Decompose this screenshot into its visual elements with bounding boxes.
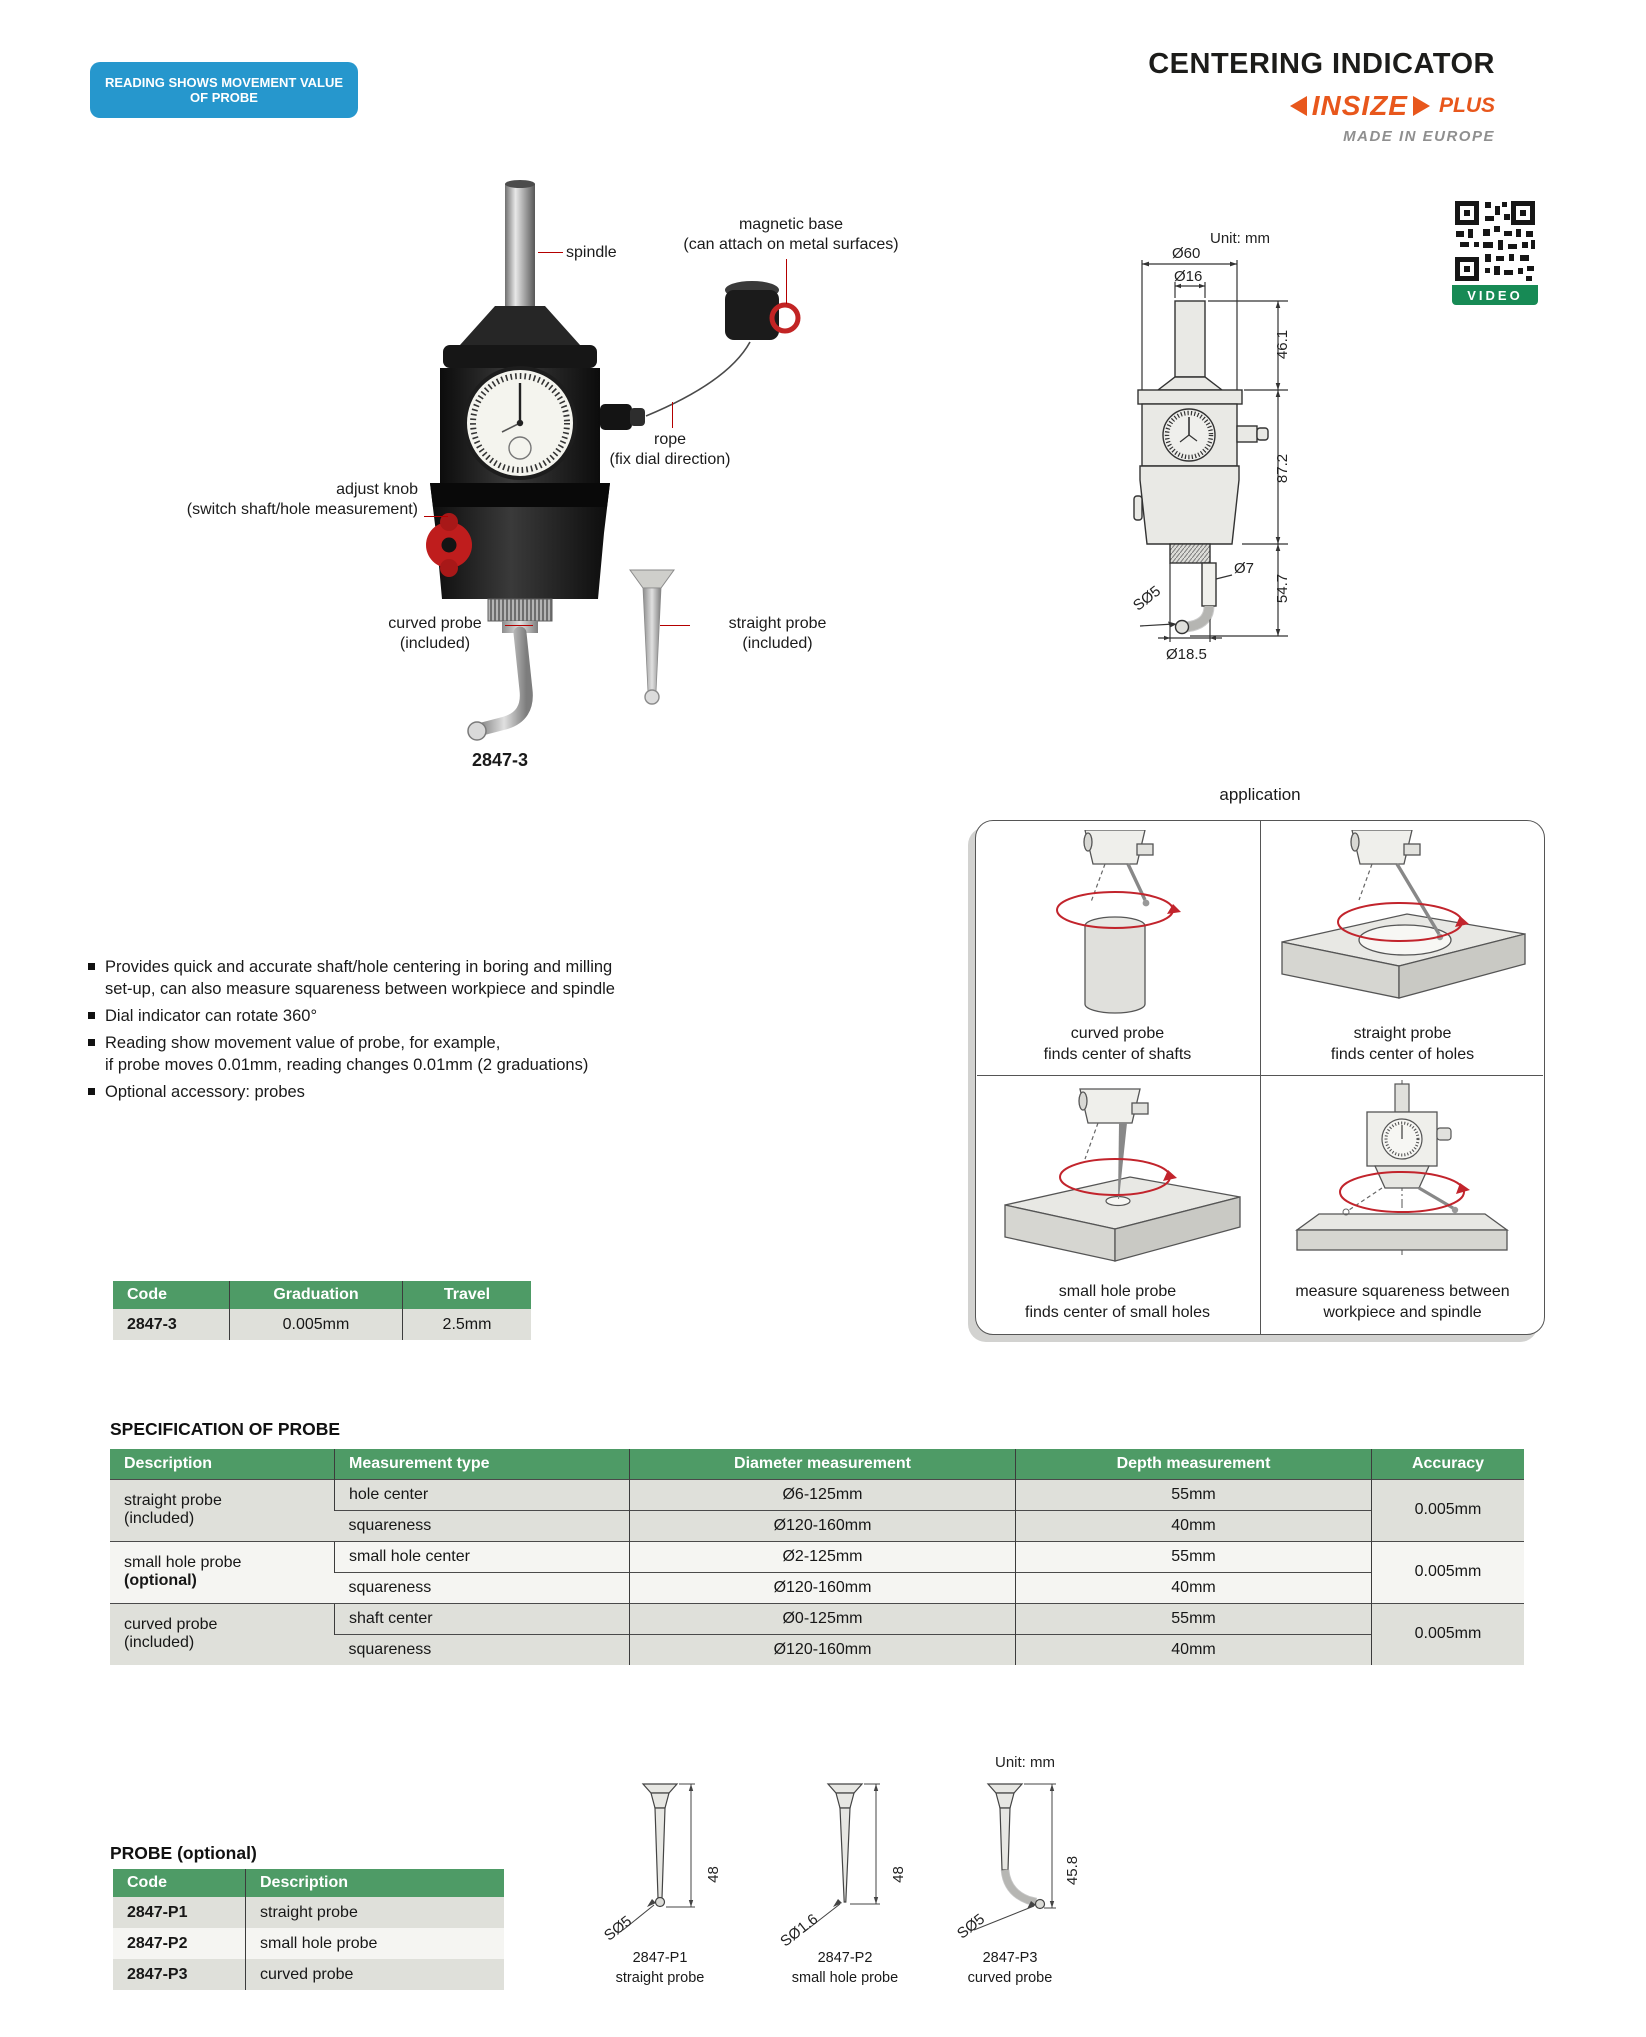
probe-table-header-description: Description — [246, 1869, 505, 1897]
curved-probe-label — [368, 614, 502, 654]
probe-description: straight probe — [246, 1897, 505, 1928]
probe-dim-tip: SØ1.6 — [777, 1910, 822, 1951]
spec-row — [110, 1603, 1524, 1634]
straight-probe-label — [695, 614, 860, 654]
main-table-travel: 2.5mm — [403, 1309, 532, 1340]
spec-description — [110, 1603, 335, 1665]
main-table-header-travel: Travel — [403, 1281, 532, 1309]
curved-probe-leader-line — [505, 625, 533, 626]
dim-dia16: Ø16 — [1174, 268, 1203, 285]
probe-table — [113, 1869, 504, 1990]
application-divider-horizontal — [977, 1075, 1543, 1076]
application-caption — [1270, 1281, 1535, 1323]
dim-87-2: 87.2 — [1274, 453, 1292, 484]
probe-dim-length: 48 — [889, 1866, 907, 1883]
probe-drawing-straight — [595, 1778, 725, 1953]
probe-dim-length: 48 — [704, 1866, 722, 1883]
spec-measurement-type: squareness — [335, 1572, 630, 1603]
probe-description: curved probe — [246, 1959, 505, 1990]
rope-label-line1: rope — [653, 431, 687, 448]
dimension-drawing — [1100, 228, 1350, 673]
application-caption-line1: curved probe — [1070, 1025, 1165, 1042]
spec-diameter: Ø6-125mm — [630, 1479, 1016, 1510]
feature-text: Reading show movement value of probe, for example, — [105, 1034, 501, 1052]
probe-dim-tip: SØ5 — [600, 1912, 636, 1945]
probe-dim-tip: SØ5 — [953, 1910, 989, 1943]
main-table-header-code: Code — [113, 1281, 230, 1309]
spec-description-note: (included) — [124, 1634, 195, 1652]
probe-drawings-unit-label: Unit: mm — [995, 1754, 1055, 1771]
application-title: application — [1219, 785, 1301, 804]
dim-dia18-5: Ø18.5 — [1166, 646, 1207, 663]
application-caption — [985, 1281, 1250, 1323]
application-caption-line2: finds center of small holes — [1025, 1304, 1210, 1321]
probe-drawing-name: curved probe — [967, 1970, 1053, 1986]
spec-measurement-type: shaft center — [335, 1603, 630, 1634]
straight-probe-label-line2: (included) — [742, 635, 813, 652]
spec-description — [110, 1479, 335, 1541]
application-caption-line1: small hole probe — [1058, 1283, 1177, 1300]
adjust-knob-label-line2: (switch shaft/hole measurement) — [186, 501, 418, 518]
application-section — [975, 785, 1553, 1345]
probe-drawings — [580, 1750, 1150, 2020]
spec-accuracy: 0.005mm — [1372, 1479, 1525, 1541]
application-caption — [1270, 1023, 1535, 1065]
probe-code: 2847-P1 — [127, 1903, 188, 1921]
application-caption-line2: finds center of shafts — [1043, 1046, 1192, 1063]
application-divider-vertical — [1260, 820, 1261, 1335]
qr-code — [1452, 198, 1538, 289]
spec-depth: 55mm — [1016, 1541, 1372, 1572]
main-table-row — [113, 1309, 531, 1340]
probe-drawing-small-hole — [777, 1778, 910, 1953]
spec-measurement-type: squareness — [335, 1510, 630, 1541]
main-table-code: 2847-3 — [127, 1315, 177, 1333]
spec-diameter: Ø0-125mm — [630, 1603, 1016, 1634]
adjust-knob-label-line1: adjust knob — [336, 481, 418, 498]
bullet-square-icon — [88, 1012, 95, 1019]
dim-dia60: Ø60 — [1172, 245, 1201, 262]
probe-dim-length: 45.8 — [1064, 1855, 1082, 1886]
spec-measurement-type: hole center — [335, 1479, 630, 1510]
probe-description: small hole probe — [246, 1928, 505, 1959]
application-caption-line2: workpiece and spindle — [1323, 1304, 1482, 1321]
rope-label-line2: (fix dial direction) — [609, 451, 731, 468]
drawing-unit-label: Unit: mm — [1210, 230, 1270, 247]
made-in-europe-label: MADE IN EUROPE — [1343, 128, 1495, 145]
brand-logo — [1290, 90, 1495, 122]
bullet-square-icon — [88, 1088, 95, 1095]
probe-section-title: PROBE (optional) — [110, 1843, 257, 1863]
spec-accuracy: 0.005mm — [1372, 1603, 1525, 1665]
probe-drawing-code: 2847-P2 — [817, 1950, 873, 1966]
magnetic-base-leader-line — [786, 259, 787, 304]
feature-text: if probe moves 0.01mm, reading changes 0.01mm (2 graduations) — [105, 1056, 589, 1074]
probe-drawing-code: 2847-P1 — [632, 1950, 688, 1966]
brand-right-arrow-icon — [1413, 96, 1430, 116]
probe-table-row — [113, 1928, 504, 1959]
spec-description — [110, 1541, 335, 1603]
bullet-square-icon — [88, 1039, 95, 1046]
application-sketch-straight-probe — [1267, 830, 1537, 1025]
rope-leader-line — [672, 402, 673, 428]
spec-depth: 55mm — [1016, 1603, 1372, 1634]
spec-diameter: Ø120-160mm — [630, 1634, 1016, 1665]
brand-name: INSIZE — [1311, 90, 1408, 121]
probe-drawing-caption — [765, 1948, 925, 1988]
spec-header-diameter: Diameter measurement — [630, 1449, 1016, 1479]
spec-measurement-type: small hole center — [335, 1541, 630, 1572]
probe-drawing-curved — [940, 1778, 1080, 1953]
probe-drawing-caption — [580, 1948, 740, 1988]
spec-row — [110, 1541, 1524, 1572]
feature-item — [88, 1032, 748, 1076]
adjust-knob-label — [120, 480, 418, 520]
spec-depth: 40mm — [1016, 1634, 1372, 1665]
probe-spec-table — [110, 1449, 1524, 1665]
bullet-square-icon — [88, 963, 95, 970]
video-label: VIDEO — [1452, 285, 1538, 305]
dim-so5: SØ5 — [1129, 582, 1165, 615]
probe-table-row — [113, 1959, 504, 1990]
application-caption-line1: measure squareness between — [1295, 1283, 1510, 1300]
application-sketch-curved-probe — [985, 830, 1250, 1025]
spec-description-name: small hole probe — [124, 1554, 242, 1571]
magnetic-base-label-line2: (can attach on metal surfaces) — [683, 236, 899, 253]
feature-item — [88, 956, 748, 1000]
brand-left-arrow-icon — [1290, 96, 1307, 116]
dim-54-7: 54.7 — [1274, 573, 1292, 604]
spec-measurement-type: squareness — [335, 1634, 630, 1665]
application-caption-line2: finds center of holes — [1330, 1046, 1475, 1063]
probe-drawing-caption — [930, 1948, 1090, 1988]
spindle-label: spindle — [566, 244, 617, 261]
probe-table-row — [113, 1897, 504, 1928]
probe-code: 2847-P2 — [127, 1934, 188, 1952]
spec-depth: 40mm — [1016, 1572, 1372, 1603]
main-spec-table — [113, 1281, 531, 1340]
page-title: CENTERING INDICATOR — [1148, 48, 1495, 80]
straight-probe-leader-line — [660, 625, 690, 626]
spec-description-name: curved probe — [124, 1616, 218, 1634]
magnetic-base-label — [660, 215, 922, 255]
application-sketch-squareness — [1267, 1080, 1537, 1285]
spec-depth: 40mm — [1016, 1510, 1372, 1541]
straight-probe-label-line1: straight probe — [728, 615, 827, 632]
spec-description-note: (optional) — [124, 1572, 197, 1589]
brand-suffix: PLUS — [1438, 94, 1495, 117]
main-table-graduation: 0.005mm — [230, 1309, 403, 1340]
spec-header-description: Description — [110, 1449, 335, 1479]
spec-diameter: Ø120-160mm — [630, 1572, 1016, 1603]
dim-dia7: Ø7 — [1234, 560, 1255, 577]
spec-depth: 55mm — [1016, 1479, 1372, 1510]
main-table-header-graduation: Graduation — [230, 1281, 403, 1309]
feature-text: Optional accessory: probes — [105, 1083, 305, 1101]
feature-text: set-up, can also measure squareness between workpiece and spindle — [105, 980, 615, 998]
application-caption — [985, 1023, 1250, 1065]
spec-description-name: straight probe — [124, 1492, 222, 1509]
spec-diameter: Ø120-160mm — [630, 1510, 1016, 1541]
curved-probe-label-line2: (included) — [399, 635, 471, 652]
spindle-leader-line — [538, 252, 563, 253]
spec-accuracy: 0.005mm — [1372, 1541, 1525, 1603]
spec-description-note: (included) — [124, 1510, 195, 1527]
probe-drawing-name: small hole probe — [791, 1970, 899, 1986]
magnetic-base-label-line1: magnetic base — [738, 216, 844, 233]
probe-drawing-code: 2847-P3 — [982, 1950, 1038, 1966]
dim-46-1: 46.1 — [1274, 329, 1292, 360]
rope-label — [590, 430, 750, 470]
spec-diameter: Ø2-125mm — [630, 1541, 1016, 1572]
probe-table-header-code: Code — [113, 1869, 246, 1897]
probe-code: 2847-P3 — [127, 1965, 188, 1983]
feature-list — [88, 956, 748, 1108]
feature-item — [88, 1005, 748, 1027]
feature-text: Provides quick and accurate shaft/hole centering in boring and milling — [105, 958, 613, 976]
application-caption-line1: straight probe — [1353, 1025, 1452, 1042]
model-number: 2847-3 — [471, 750, 529, 770]
feature-badge: READING SHOWS MOVEMENT VALUE OF PROBE — [90, 62, 358, 118]
spec-header-measurement-type: Measurement type — [335, 1449, 630, 1479]
probe-drawing-name: straight probe — [615, 1970, 705, 1986]
feature-text: Dial indicator can rotate 360° — [105, 1007, 318, 1025]
feature-item — [88, 1081, 748, 1103]
curved-probe-label-line1: curved probe — [388, 615, 482, 632]
application-sketch-small-hole-probe — [985, 1085, 1250, 1285]
spec-header-depth: Depth measurement — [1016, 1449, 1372, 1479]
spec-header-accuracy: Accuracy — [1372, 1449, 1525, 1479]
adjust-knob-leader-line — [424, 516, 448, 517]
spec-row — [110, 1479, 1524, 1510]
spec-section-title: SPECIFICATION OF PROBE — [110, 1419, 341, 1439]
